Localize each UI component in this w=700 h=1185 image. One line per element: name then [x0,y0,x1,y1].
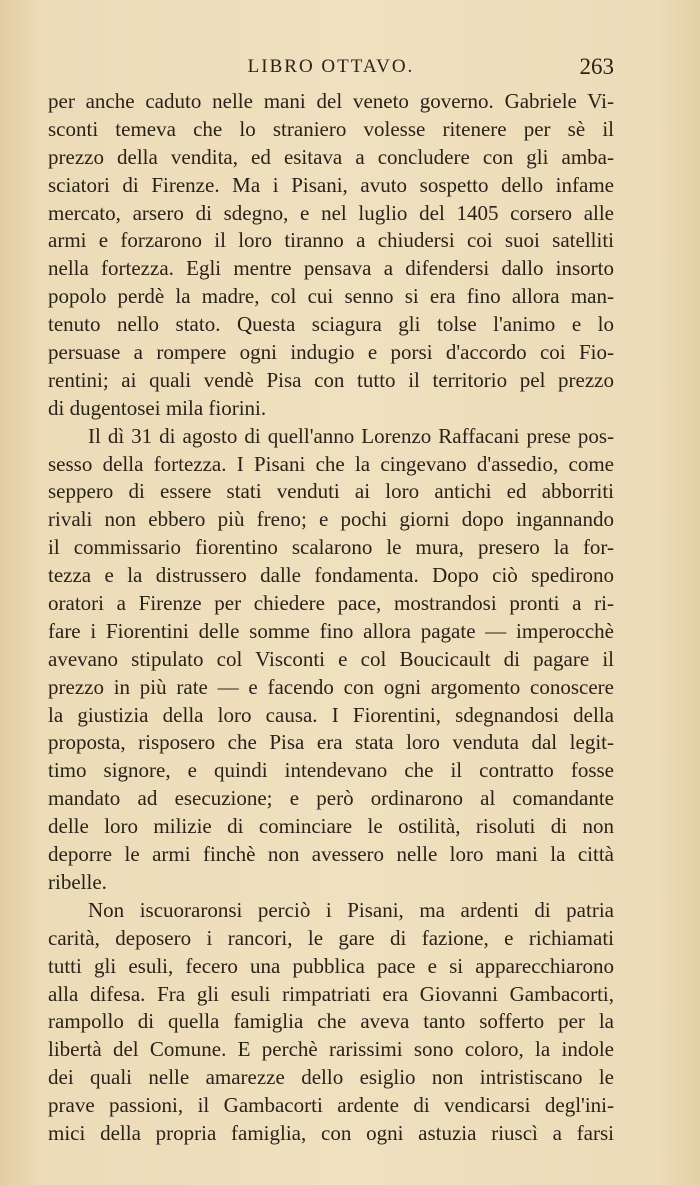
text-line: rentini; ai quali vendè Pisa con tutto il territorio pel prezzo [48,367,614,392]
text-line: sciatori di Firenze. Ma i Pisani, avuto sospetto dello infame [48,172,614,197]
text-line: timo signore, e quindi intendevano che il contratto fosse [48,758,614,783]
text-line: seppero di essere stati venduti ai loro antichi ed abborriti [48,479,614,504]
text-line: rampollo di quella famiglia che aveva tanto sofferto per la [48,1009,614,1034]
text-line: nella fortezza. Egli mentre pensava a difendersi dallo insorto [48,256,614,281]
text-line: Il dì 31 di agosto di quell'anno Lorenzo Raffacani prese pos- [88,423,614,448]
paragraph [48,897,614,1148]
text-line: tezza e la distrussero dalle fondamenta. Dopo ciò spedirono [48,563,614,588]
text-line: per anche caduto nelle mani del veneto governo. Gabriele Vi- [48,89,614,113]
text-line: avevano stipulato col Visconti e col Boucicault di pagare il [48,646,614,671]
text-line: tenuto nello stato. Questa sciagura gli tolse l'animo e lo [48,312,614,337]
text-line: popolo perdè la madre, col cui senno si era fino allora man- [48,284,614,309]
text-line: fare i Fiorentini delle somme fino allora pagate — imperocchè [48,618,614,643]
text-line: alla difesa. Fra gli esuli rimpatriati era Giovanni Gambacorti, [48,981,614,1006]
paragraph [48,88,614,423]
running-title: LIBRO OTTAVO. [247,56,415,77]
text-line: il commissario fiorentino scalarono le mura, presero la for- [48,535,614,560]
text-line: libertà del Comune. E perchè rarissimi sono coloro, la indole [48,1037,614,1062]
text-line: deporre le armi finchè non avessero nelle loro mani la città [48,842,614,867]
text-line: di dugentosei mila fiorini. [48,395,267,420]
text-line: sesso della fortezza. I Pisani che la cingevano d'assedio, come [48,451,614,476]
text-line: prave passioni, il Gambacorti ardente di vendicarsi degl'ini- [48,1093,614,1118]
text-line: ribelle. [48,869,107,894]
text-line: rivali non ebbero più freno; e pochi giorni dopo ingannando [48,507,614,532]
text-line: dei quali nelle amarezze dello esiglio non intristiscano le [48,1065,614,1090]
text-line: armi e forzarono il loro tiranno a chiudersi coi suoi satelliti [48,228,614,253]
text-line: tutti gli esuli, fecero una pubblica pace e si apparecchiarono [48,953,614,978]
page-number: 263 [579,54,614,79]
text-line: proposta, risposero che Pisa era stata loro venduta dal legit- [48,730,614,755]
text-line: oratori a Firenze per chiedere pace, mostrandosi pronti a ri- [48,591,614,616]
paragraph [48,423,614,897]
text-line: mandato ad esecuzione; e però ordinarono al comandante [48,786,614,811]
text-line: prezzo della vendita, ed esitava a concludere con gli amba- [48,144,614,169]
text-line: delle loro milizie di cominciare le ostilità, risoluti di non [48,814,614,839]
text-line: Non iscuoraronsi perciò i Pisani, ma ardenti di patria [88,897,614,922]
page-header [48,52,614,82]
text-line: persuase a rompere ogni indugio e porsi d'accordo coi Fio- [48,340,614,365]
text-line: mercato, arsero di sdegno, e nel luglio del 1405 corsero alle [48,200,614,225]
text-line: prezzo in più rate — e facendo con ogni argomento conoscere [48,674,614,699]
text-line: carità, deposero i rancori, le gare di fazione, e richiamati [48,925,614,950]
text-line: sconti temeva che lo straniero volesse ritenere per sè il [48,116,614,141]
body-text [48,88,614,1148]
text-line: mici della propria famiglia, con ogni astuzia riuscì a farsi [48,1120,614,1145]
text-line: la giustizia della loro causa. I Fiorentini, sdegnandosi della [48,702,614,727]
